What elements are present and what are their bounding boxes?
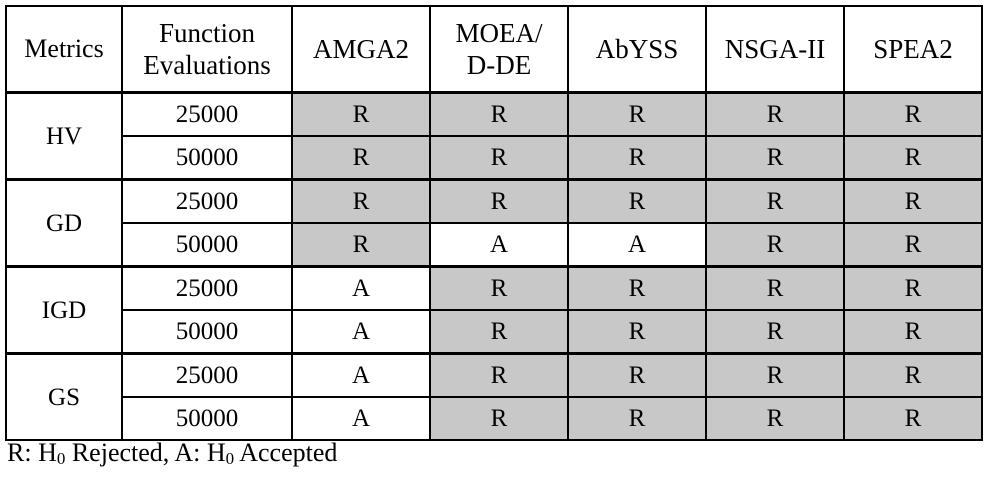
result-cell: A — [292, 354, 430, 398]
result-cell: R — [430, 136, 568, 180]
header-row — [6, 6, 982, 93]
evaluations-cell: 25000 — [122, 180, 292, 224]
result-cell: R — [844, 397, 982, 440]
metric-cell: GD — [6, 180, 122, 267]
header-function-evaluations: Function Evaluations — [122, 6, 292, 93]
header-abyss: AbYSS — [568, 6, 706, 93]
result-cell: R — [430, 180, 568, 224]
evaluations-cell: 25000 — [122, 267, 292, 311]
result-cell: A — [292, 310, 430, 354]
result-cell: R — [568, 354, 706, 398]
header-spea2: SPEA2 — [844, 6, 982, 93]
result-cell: R — [292, 136, 430, 180]
evaluations-cell: 50000 — [122, 136, 292, 180]
hypothesis-test-table — [5, 5, 983, 441]
result-cell: R — [568, 136, 706, 180]
result-cell: R — [292, 93, 430, 137]
result-cell: R — [568, 397, 706, 440]
result-cell: R — [844, 267, 982, 311]
result-cell: R — [844, 223, 982, 267]
result-cell: A — [430, 223, 568, 267]
header-amga2: AMGA2 — [292, 6, 430, 93]
header-metrics: Metrics — [6, 6, 122, 93]
result-cell: R — [430, 93, 568, 137]
result-cell: R — [568, 93, 706, 137]
result-cell: R — [844, 93, 982, 137]
result-cell: R — [706, 136, 844, 180]
result-cell: R — [706, 310, 844, 354]
evaluations-cell: 50000 — [122, 310, 292, 354]
result-cell: R — [706, 223, 844, 267]
result-cell: R — [568, 310, 706, 354]
result-cell: R — [706, 354, 844, 398]
result-cell: R — [292, 180, 430, 224]
result-cell: R — [706, 180, 844, 224]
result-cell: R — [430, 397, 568, 440]
metric-cell: GS — [6, 354, 122, 441]
metric-cell: HV — [6, 93, 122, 180]
result-cell: A — [568, 223, 706, 267]
table-row — [6, 223, 982, 267]
table-row — [6, 267, 982, 311]
table-row — [6, 136, 982, 180]
evaluations-cell: 50000 — [122, 397, 292, 440]
table-row — [6, 180, 982, 224]
evaluations-cell: 50000 — [122, 223, 292, 267]
table-row — [6, 397, 982, 440]
legend-note: R: $H_0$ Rejected, A: $H_0$ Accepted — [7, 438, 338, 468]
result-cell: R — [706, 93, 844, 137]
result-cell: R — [844, 354, 982, 398]
result-cell: R — [706, 397, 844, 440]
metric-cell: IGD — [6, 267, 122, 354]
result-cell: R — [292, 223, 430, 267]
table-row — [6, 310, 982, 354]
results-table-container — [5, 5, 983, 441]
result-cell: R — [430, 310, 568, 354]
result-cell: R — [568, 267, 706, 311]
result-cell: R — [430, 267, 568, 311]
result-cell: A — [292, 267, 430, 311]
result-cell: R — [430, 354, 568, 398]
evaluations-cell: 25000 — [122, 93, 292, 137]
header-moea-d-de: MOEA/ D-DE — [430, 6, 568, 93]
header-nsga-ii: NSGA-II — [706, 6, 844, 93]
result-cell: R — [844, 136, 982, 180]
result-cell: R — [706, 267, 844, 311]
table-row — [6, 93, 982, 137]
table-body — [6, 93, 982, 441]
result-cell: R — [844, 180, 982, 224]
table-row — [6, 354, 982, 398]
result-cell: R — [568, 180, 706, 224]
evaluations-cell: 25000 — [122, 354, 292, 398]
result-cell: A — [292, 397, 430, 440]
result-cell: R — [844, 310, 982, 354]
